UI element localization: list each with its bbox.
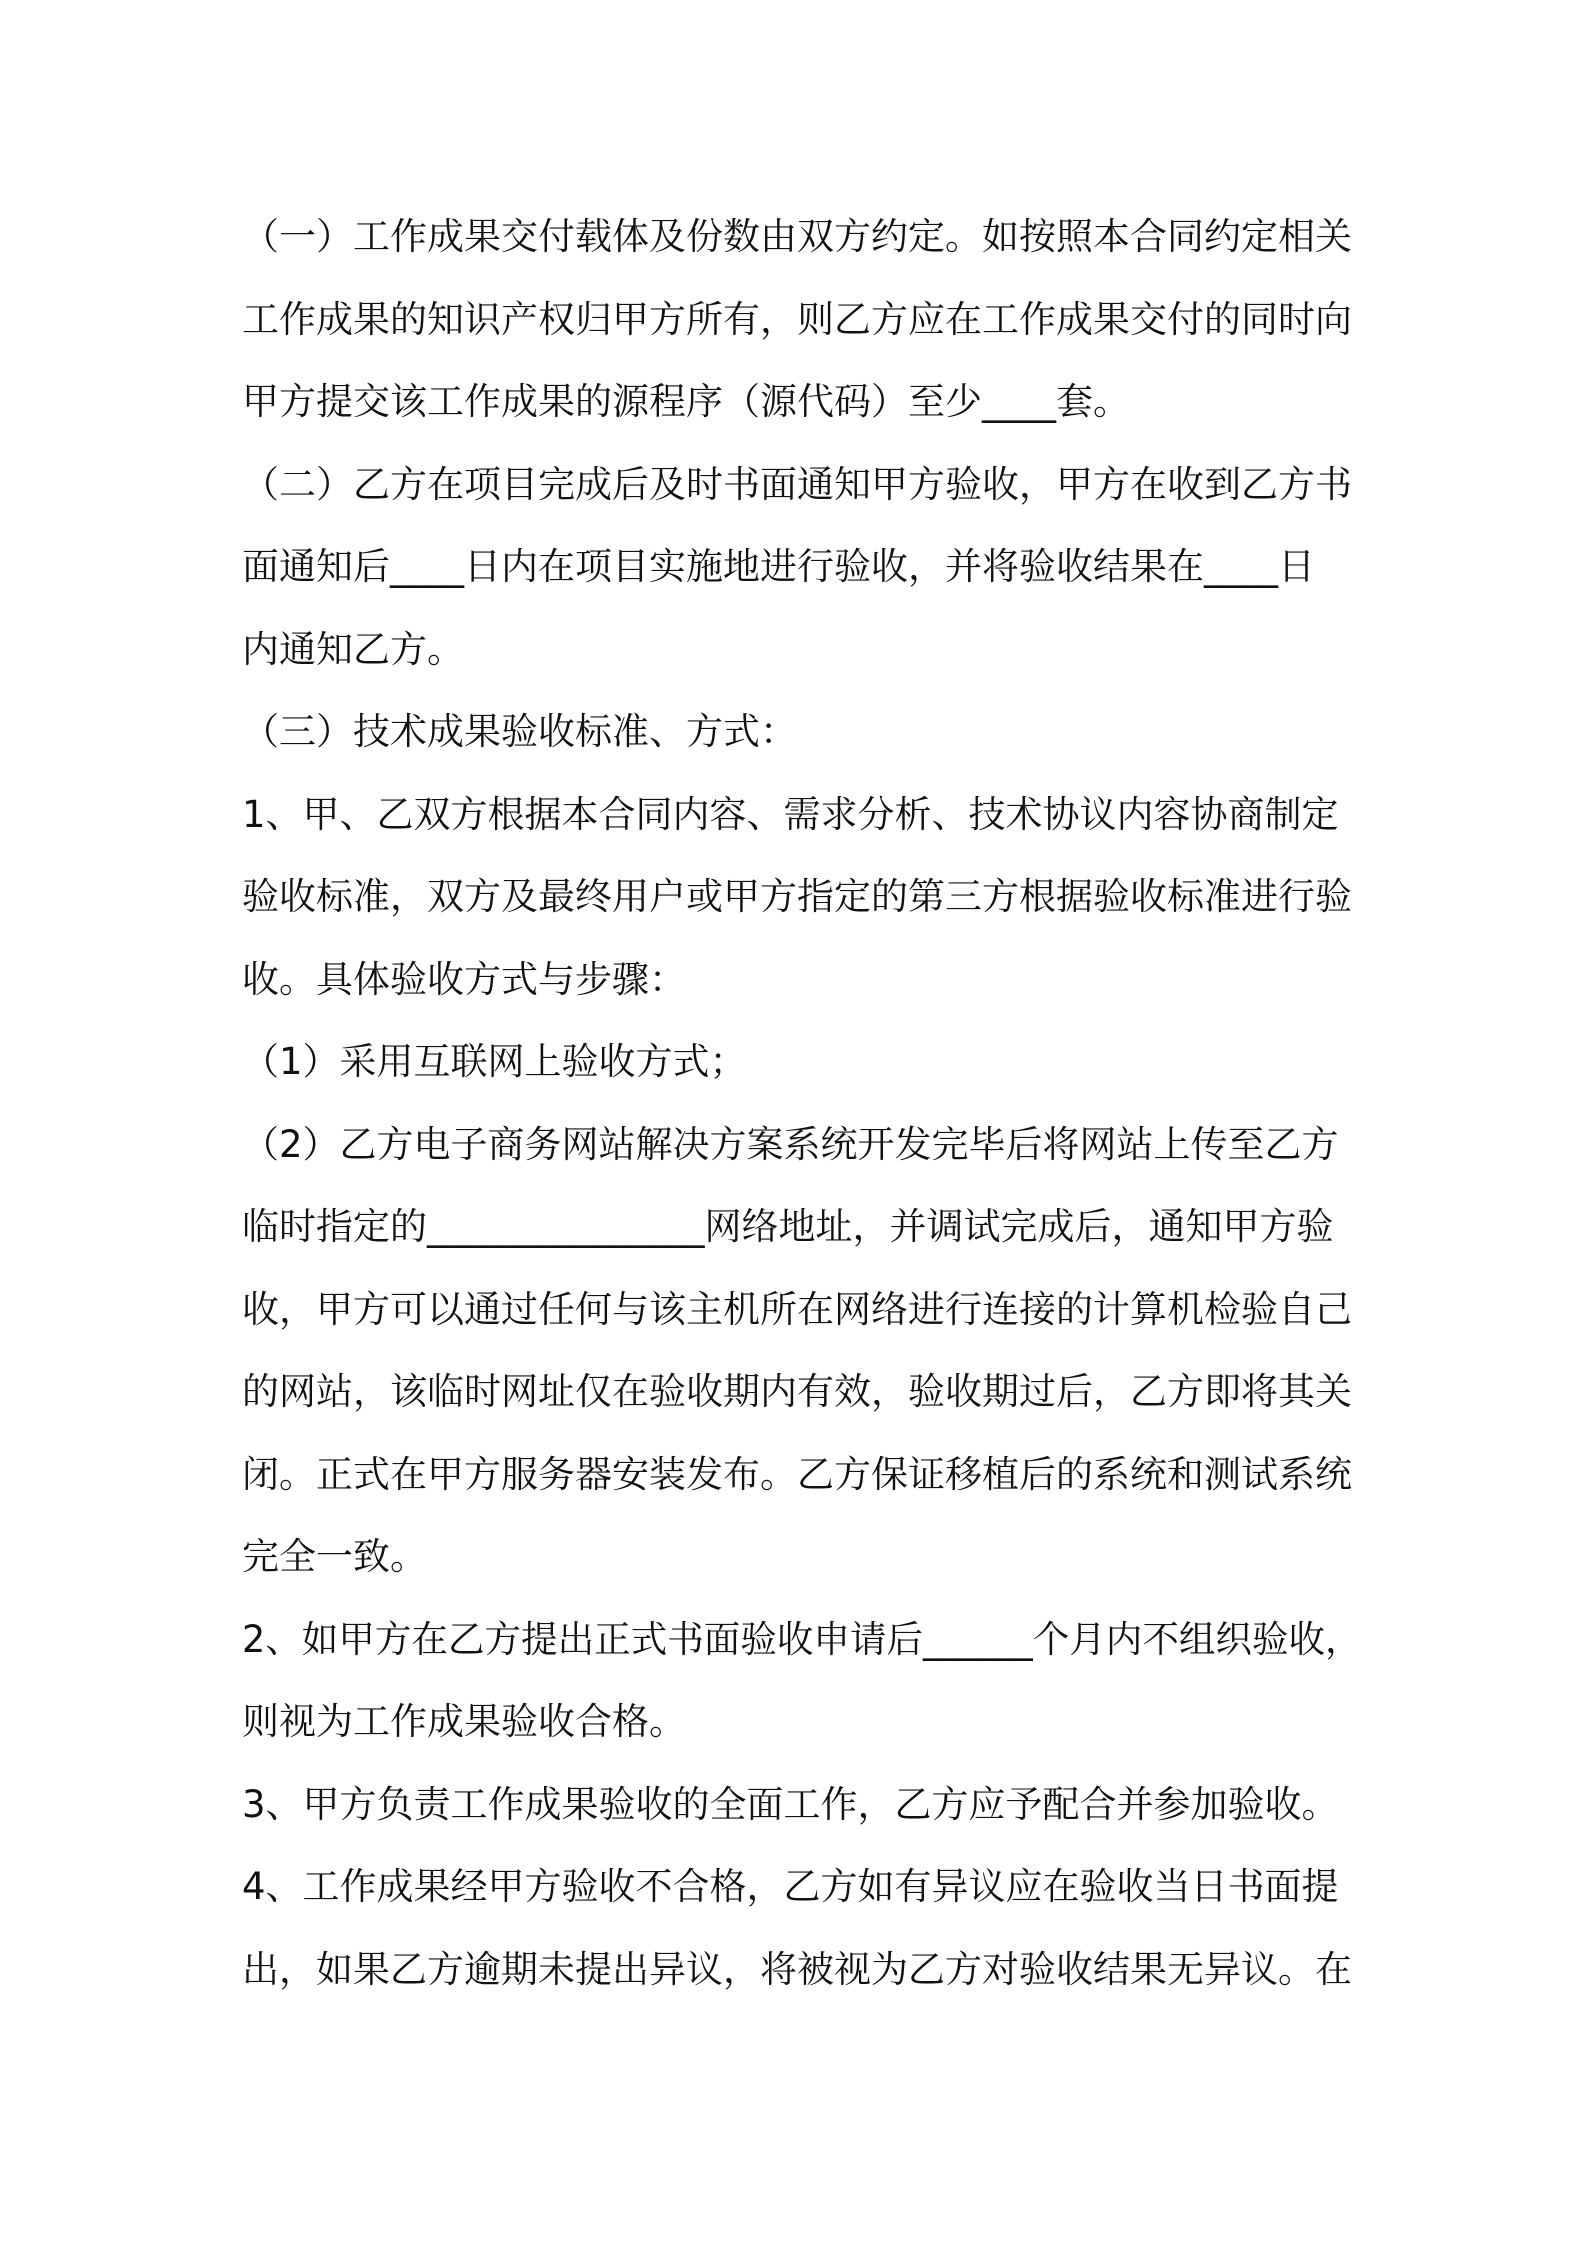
text-line: （2）乙方电子商务网站解决方案系统开发完毕后将网站上传至乙方: [242, 1122, 1339, 1166]
document-body: [242, 196, 1362, 2011]
text-line: 工作成果的知识产权归甲方所有，则乙方应在工作成果交付的同时向: [242, 297, 1352, 341]
text-line: 面通知后____日内在项目实施地进行验收，并将验收结果在____日: [242, 545, 1315, 588]
text-line: 收。具体验收方式与步骤：: [242, 957, 686, 1001]
text-line: 闭。正式在甲方服务器安装发布。乙方保证移植后的系统和测试系统: [242, 1452, 1352, 1496]
text-line: （二）乙方在项目完成后及时书面通知甲方验收，甲方在收到乙方书: [242, 462, 1352, 506]
text-line: 完全一致。: [242, 1535, 427, 1578]
text-line: 甲方提交该工作成果的源程序（源代码）至少____套。: [242, 380, 1130, 423]
text-line: （一）工作成果交付载体及份数由双方约定。如按照本合同约定相关: [242, 215, 1352, 258]
text-line: 1、甲、乙双方根据本合同内容、需求分析、技术协议内容协商制定: [242, 792, 1339, 836]
text-line: 内通知乙方。: [242, 627, 464, 671]
text-line: 临时指定的_______________网络地址，并调试完成后，通知甲方验: [242, 1205, 1334, 1248]
text-line: 4、工作成果经甲方验收不合格，乙方如有异议应在验收当日书面提: [242, 1865, 1339, 1908]
text-line: 验收标准，双方及最终用户或甲方指定的第三方根据验收标准进行验: [242, 875, 1352, 918]
text-line: 2、如甲方在乙方提出正式书面验收申请后______个月内不组织验收，: [242, 1617, 1362, 1661]
text-line: 收，甲方可以通过任何与该主机所在网络进行连接的计算机检验自己: [242, 1287, 1352, 1331]
text-line: 则视为工作成果验收合格。: [242, 1700, 686, 1743]
text-line: （1）采用互联网上验收方式；: [242, 1040, 747, 1083]
text-line: 的网站，该临时网址仅在验收期内有效，验收期过后，乙方即将其关: [242, 1370, 1352, 1413]
text-line: 3、甲方负责工作成果验收的全面工作，乙方应予配合并参加验收。: [242, 1782, 1339, 1826]
text-line: 出，如果乙方逾期未提出异议，将被视为乙方对验收结果无异议。在: [242, 1947, 1352, 1991]
text-line: （三）技术成果验收标准、方式：: [242, 710, 797, 753]
